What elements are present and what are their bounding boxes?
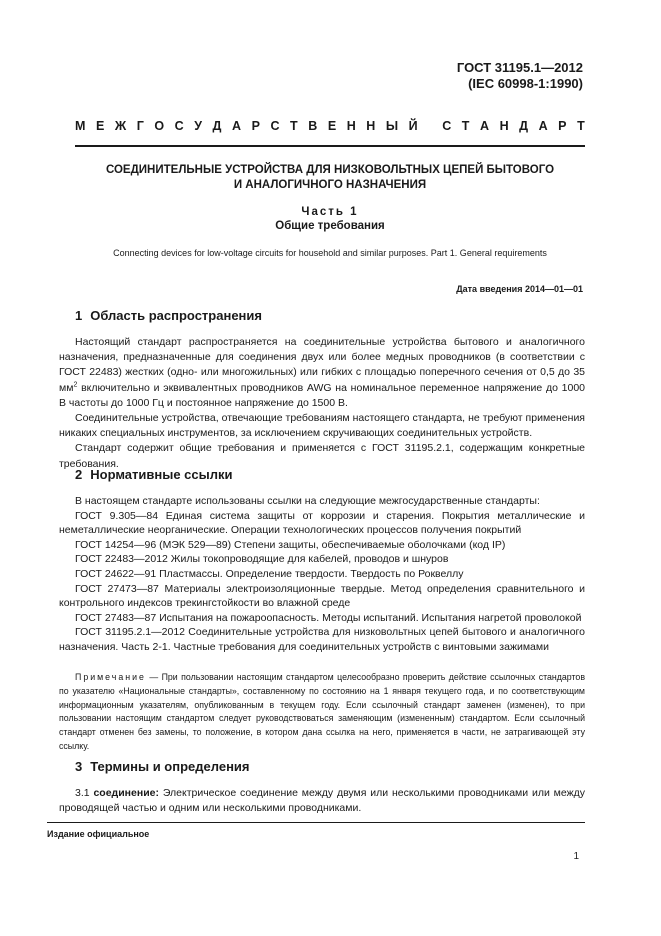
- section-2-heading: [75, 467, 585, 482]
- title-line-2: И АНАЛОГИЧНОГО НАЗНАЧЕНИЯ: [233, 179, 427, 191]
- banner-gap: [428, 119, 431, 133]
- banner-letter: А: [232, 119, 242, 133]
- superscript-2: 2: [73, 381, 78, 389]
- banner-letter: Т: [461, 119, 470, 133]
- section-1-number: 1: [75, 308, 83, 323]
- section-3-number: 3: [75, 759, 83, 774]
- part-heading: [75, 205, 585, 233]
- normative-references: [59, 494, 585, 655]
- term-name: соединение:: [93, 787, 159, 799]
- standard-code-block: [457, 60, 583, 92]
- reference-item: ГОСТ 31195.2.1—2012 Соединительные устройства для низковольтных цепей бытового и аналогичного назначения. Часть 2-1. Частные требования для соединительных устройств с винтовыми зажимами: [59, 626, 585, 653]
- banner-letter: С: [174, 119, 184, 133]
- banner-letter: У: [194, 119, 202, 133]
- banner-letter: Г: [136, 119, 144, 133]
- banner-letter: Т: [290, 119, 298, 133]
- banner-letter: Н: [346, 119, 356, 133]
- banner-letter: Р: [558, 119, 567, 133]
- references-intro: В настоящем стандарте использованы ссылки на следующие межгосударственные стандарты:: [75, 495, 540, 507]
- term-text: Электрическое соединение между двумя или несколькими проводниками или между проводящей частью и одним или несколькими проводниками.: [59, 787, 585, 815]
- effective-date: Дата введения 2014—01—01: [456, 284, 583, 294]
- iec-number: (IEC 60998-1:1990): [468, 76, 583, 91]
- banner-letter: А: [538, 119, 548, 133]
- section-1-heading: [75, 308, 585, 323]
- reference-item: ГОСТ 9.305—84 Единая система защиты от коррозии и старения. Покрытия металлические и неметаллические неорганические. Операции технологических процессов получения покрытий: [59, 509, 585, 537]
- reference-item: ГОСТ 27473—87 Материалы электроизоляционные твердые. Метод определения сравнительного и контрольного индексов трекингстойкости во влажной среде: [59, 582, 585, 610]
- banner-letter: Й: [408, 119, 418, 133]
- document-title: [75, 163, 585, 193]
- section-2-number: 2: [75, 467, 83, 482]
- english-title: Connecting devices for low-voltage circuits for household and similar purposes. Part 1. General requirements: [113, 248, 547, 258]
- section-1-title: Область распространения: [90, 308, 262, 323]
- banner-letter: Ы: [385, 119, 399, 133]
- title-line-1: СОЕДИНИТЕЛЬНЫЕ УСТРОЙСТВА ДЛЯ НИЗКОВОЛЬТНЫХ ЦЕПЕЙ БЫТОВОГО: [105, 164, 555, 176]
- section-2-title: Нормативные ссылки: [90, 467, 233, 482]
- reference-item: ГОСТ 14254—96 (МЭК 529—89) Степени защиты, обеспечиваемые оболочками (код IP): [75, 538, 506, 551]
- banner-letter: С: [270, 119, 280, 133]
- banner-letter: О: [154, 119, 165, 133]
- paragraph-1-text-a: Настоящий стандарт распространяется на соединительные устройства бытового и аналогичного назначения, предназначенные для соединения двух или более медных проводников (в соответствии с ГОСТ 22483) жестких (одно- или многожильных) или гибких с площадью поперечного сечения от 0,5 до 35 мм: [59, 336, 585, 394]
- part-title: Общие требования: [275, 220, 385, 232]
- section-3-heading: [75, 759, 585, 774]
- section-1-paragraph-2: Соединительные устройства, отвечающие требованиям настоящего стандарта, не требуют применения никаких специальных инструментов, за исключением скручивающих соединительных устройств.: [59, 412, 585, 440]
- section-1-body: [59, 335, 585, 472]
- references-note: [59, 671, 585, 754]
- term-number: 3.1: [75, 787, 90, 799]
- banner-letter: Ж: [114, 119, 127, 133]
- banner-letter: А: [479, 119, 490, 133]
- reference-item: ГОСТ 24622—91 Пластмассы. Определение твердости. Твердость по Роквеллу: [75, 567, 464, 580]
- banner-letter: М: [75, 119, 86, 133]
- standard-type-banner: [75, 119, 585, 133]
- edition-label: Издание официальное: [47, 829, 150, 839]
- page-number: 1: [573, 851, 579, 862]
- part-label: Часть 1: [301, 206, 359, 218]
- footer-rule: [47, 822, 585, 823]
- paragraph-1-text-b: включительно и эквивалентных проводников AWG на номинальное переменное напряжение до 1000 В частоты до 1000 Гц и постоянное напряжение до 1500 В.: [59, 381, 585, 409]
- banner-letter: Д: [212, 119, 222, 133]
- banner-letter: Д: [519, 119, 529, 133]
- section-1-paragraph-1: [59, 335, 585, 411]
- reference-item: ГОСТ 27483—87 Испытания на пожароопасность. Методы испытаний. Испытания нагретой проволокой: [75, 611, 582, 624]
- section-3-title: Термины и определения: [90, 759, 250, 774]
- banner-letter: Н: [366, 119, 376, 133]
- note-text: — При пользовании настоящим стандартом целесообразно проверить действие ссылочных стандартов по указателю «Национальные стандарты», составленному по состоянию на 1 января текущего года, и по соответствующим информационным указателям, опубликованным в текущем году. Если ссылочный стандарт заменен (изменен), то при пользовании настоящим стандартом следует руководствоваться заменяющим (измененным) стандартом. Если ссылочный стандарт отменен без замены, то положение, в котором дана ссылка на него, применяется в части, не затрагивающей эту ссылку.: [59, 672, 585, 751]
- banner-letter: Т: [577, 119, 585, 133]
- banner-letter: Е: [327, 119, 337, 133]
- note-label: Примечание: [75, 672, 146, 682]
- banner-letter: В: [308, 119, 318, 133]
- section-1-paragraph-3: Стандарт содержит общие требования и применяется с ГОСТ 31195.2.1, содержащим конкретные требования.: [59, 442, 585, 470]
- banner-letter: С: [442, 119, 452, 133]
- banner-letter: Н: [499, 119, 509, 133]
- header-rule: [75, 145, 585, 147]
- reference-item: ГОСТ 22483—2012 Жилы токопроводящие для кабелей, проводов и шнуров: [75, 553, 449, 566]
- banner-letter: Р: [251, 119, 260, 133]
- standard-number: ГОСТ 31195.1—2012: [456, 60, 583, 75]
- term-definition: [59, 786, 585, 816]
- banner-letter: Е: [95, 119, 105, 133]
